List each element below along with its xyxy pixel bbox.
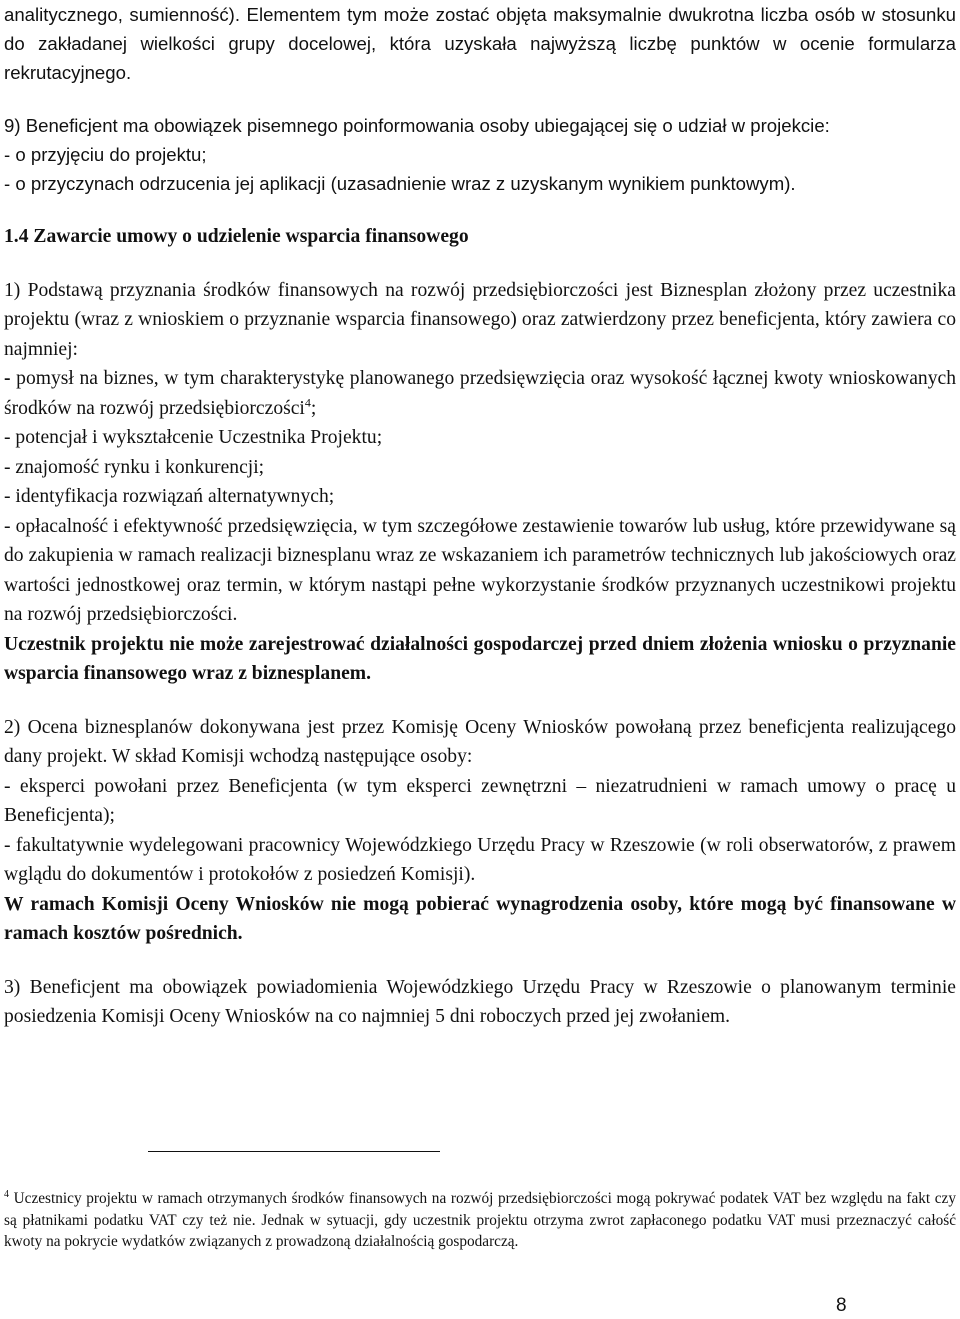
point-1-intro: 1) Podstawą przyznania środków finansowych na rozwój przedsiębiorczości jest Biznesplan złożony przez uczestnika projektu (wraz z wnioskiem o przyznanie wsparcia finansowego) oraz zatwierdzony przez beneficjenta, który zawiera co najmniej: [4, 279, 956, 360]
point-1-item-business-idea [4, 364, 956, 423]
point-2-intro: 2) Ocena biznesplanów dokonywana jest przez Komisję Oceny Wniosków powołaną przez beneficjenta realizującego dany projekt. W skład Komisji wchodzą następujące osoby: [4, 716, 956, 767]
section-heading: 1.4 Zawarcie umowy o udzielenie wsparcia finansowego [4, 226, 469, 247]
point-9-item-rejection: - o przyczynach odrzucenia jej aplikacji (uzasadnienie wraz z uzyskanym wynikiem punktowym). [4, 173, 796, 194]
point-2-bold-note: W ramach Komisji Oceny Wniosków nie mogą pobierać wynagrodzenia osoby, które mogą być finansowane w ramach kosztów pośrednich. [4, 893, 956, 944]
document-page [4, 0, 956, 1032]
point-1-item-market: - znajomość rynku i konkurencji; [4, 456, 265, 478]
point-2-item-observers: - fakultatywnie wydelegowani pracownicy Wojewódzkiego Urzędu Pracy w Rzeszowie (w roli obserwatorów, z prawem wglądu do dokumentów i protokołów z posiedzeń Komisji). [4, 834, 956, 885]
point-1-item-potential: - potencjał i wykształcenie Uczestnika Projektu; [4, 427, 383, 448]
point-1-item-alternatives: - identyfikacja rozwiązań alternatywnych; [4, 486, 335, 507]
intro-paragraph: analitycznego, sumienność). Elementem tym może zostać objęta maksymalnie dwukrotna liczba osób w stosunku do zakładanej wielkości grupy docelowej, która uzyskała najwyższą liczbę punktów w ocenie formularza rekrutacyjnego. [4, 4, 956, 83]
item-text: pomysł na biznes, w tym charakterystykę planowanego przedsięwzięcia oraz wysokość łącznej kwoty wnioskowanych środków na rozwój przedsiębiorczości [4, 368, 956, 419]
point-1-item-profitability: - opłacalność i efektywność przedsięwzięcia, w tym szczegółowe zestawienie towarów lub usług, które przewidywane są do zakupienia w ramach realizacji biznesplanu wraz ze wskazaniem ich parametrów technicznych lub jakościowych oraz wartości jednostkowej oraz termin, w którym nastąpi pełne wykorzystanie środków przyznanych uczestnikowi projektu na rozwój przedsiębiorczości. [4, 515, 956, 625]
footnote-reference[interactable]: 4 [304, 394, 311, 409]
point-9-item-admission: - o przyjęciu do projektu; [4, 144, 207, 165]
point-1-bold-note: Uczestnik projektu nie może zarejestrować działalności gospodarczej przed dniem złożenia wniosku o przyznanie wsparcia finansowego wraz z biznesplanem. [4, 633, 956, 684]
point-9-paragraph: 9) Beneficjent ma obowiązek pisemnego poinformowania osoby ubiegającej się o udział w projekcie: [4, 115, 830, 136]
footnote-separator [148, 1151, 440, 1152]
page-number: 8 [836, 1295, 847, 1316]
point-2-item-experts: - eksperci powołani przez Beneficjenta (w tym eksperci zewnętrzni – niezatrudnieni w ramach umowy o pracę u Beneficjenta); [4, 775, 956, 826]
item-end: ; [310, 397, 317, 419]
item-dash: - [4, 368, 11, 389]
point-3-paragraph: 3) Beneficjent ma obowiązek powiadomienia Wojewódzkiego Urzędu Pracy w Rzeszowie o planowanym terminie posiedzenia Komisji Oceny Wniosków na co najmniej 5 dni roboczych przed jej zwołaniem. [4, 976, 956, 1027]
footnote [4, 1188, 956, 1253]
footnote-text: Uczestnicy projektu w ramach otrzymanych środków finansowych na rozwój przedsiębiorczości mogą pokrywać podatek VAT bez względu na fakt czy są płatnikami podatku VAT czy też nie. Jednak w sytuacji, gdy uczestnik projektu otrzyma zwrot zapłaconego podatku VAT musi przeznaczyć całość kwoty na pokrycie wydatków związanych z prowadzoną działalnością gospodarczą. [4, 1190, 956, 1250]
footnote-marker: 4 [4, 1188, 9, 1200]
